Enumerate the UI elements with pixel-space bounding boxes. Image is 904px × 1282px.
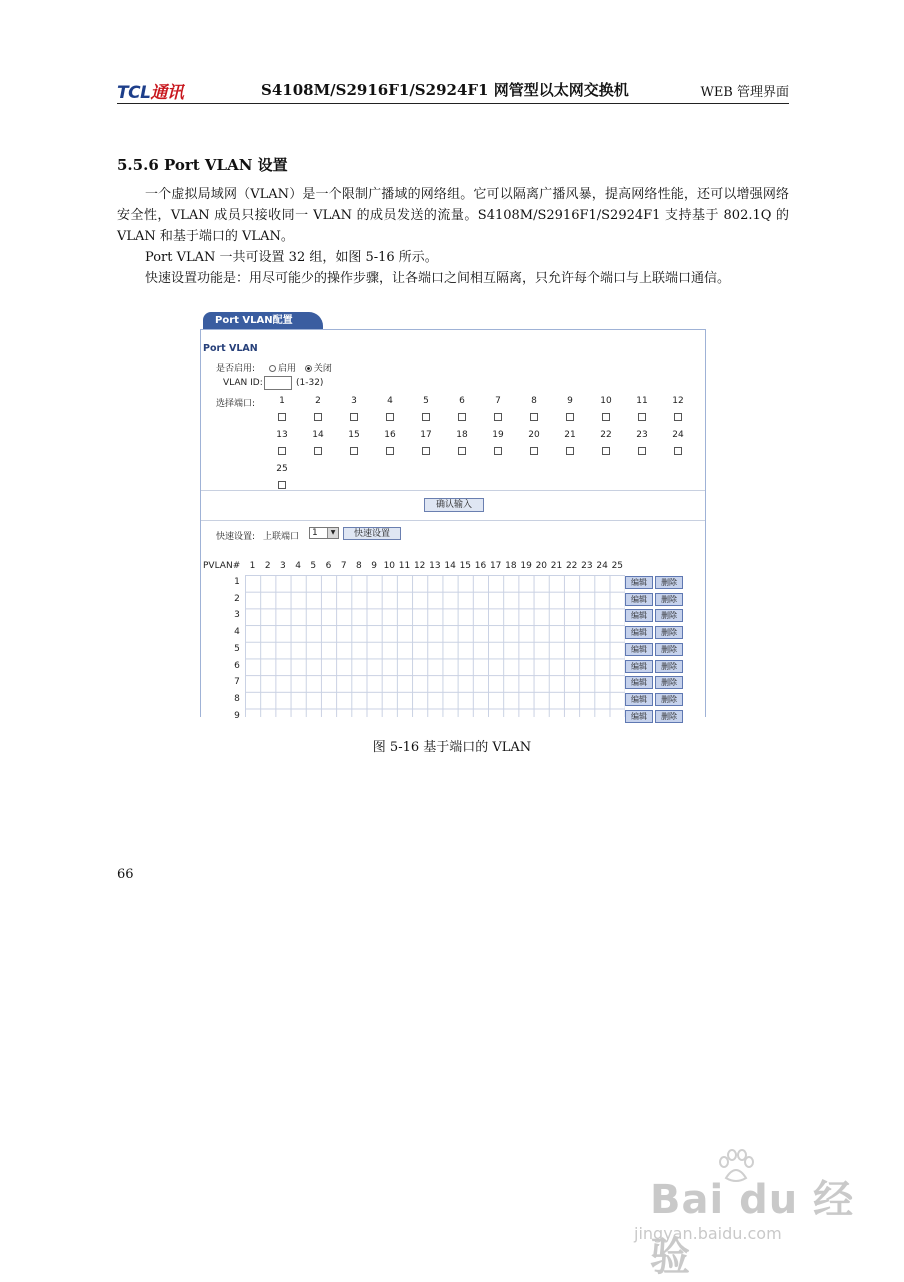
table-column-header: 14 bbox=[444, 561, 456, 571]
header-title: S4108M/S2916F1/S2924F1 网管型以太网交换机 bbox=[261, 81, 629, 99]
edit-button[interactable]: 编辑 bbox=[625, 643, 653, 656]
watermark-url: jingyan.baidu.com bbox=[634, 1224, 782, 1243]
port-number: 18 bbox=[456, 430, 468, 440]
table-row-number: 9 bbox=[234, 710, 240, 721]
table-column-header: 2 bbox=[264, 561, 271, 571]
port-checkbox[interactable] bbox=[386, 447, 394, 455]
port-checkbox[interactable] bbox=[602, 413, 610, 421]
port-checkbox[interactable] bbox=[314, 413, 322, 421]
port-number: 1 bbox=[279, 396, 285, 406]
table-column-header: 21 bbox=[550, 561, 563, 571]
table-column-header: 5 bbox=[310, 561, 317, 571]
edit-button[interactable]: 编辑 bbox=[625, 576, 653, 589]
table-column-header: 15 bbox=[459, 561, 472, 571]
port-number: 4 bbox=[387, 396, 393, 406]
table-column-header: 8 bbox=[356, 561, 362, 571]
port-number: 14 bbox=[312, 430, 324, 440]
port-checkbox[interactable] bbox=[458, 447, 466, 455]
port-checkbox[interactable] bbox=[386, 413, 394, 421]
port-number: 20 bbox=[528, 430, 540, 440]
tab-port-vlan-config[interactable]: Port VLAN配置 bbox=[203, 312, 323, 329]
port-number: 13 bbox=[276, 430, 288, 440]
port-checkbox[interactable] bbox=[458, 413, 466, 421]
port-checkbox[interactable] bbox=[350, 413, 358, 421]
vlan-membership-table bbox=[245, 575, 625, 717]
confirm-button[interactable]: 确认输入 bbox=[424, 498, 484, 512]
edit-button[interactable]: 编辑 bbox=[625, 609, 653, 622]
delete-button[interactable]: 删除 bbox=[655, 609, 683, 622]
port-number: 2 bbox=[315, 396, 321, 406]
page-header bbox=[117, 76, 789, 104]
port-number: 16 bbox=[384, 430, 396, 440]
port-checkbox[interactable] bbox=[566, 413, 574, 421]
edit-button[interactable]: 编辑 bbox=[625, 710, 653, 723]
tcl-logo: TCL通讯 bbox=[117, 83, 184, 103]
port-number: 17 bbox=[420, 430, 432, 440]
enable-label: 是否启用: bbox=[216, 364, 256, 374]
port-number: 3 bbox=[351, 396, 357, 406]
table-column-header: 7 bbox=[340, 561, 347, 571]
delete-button[interactable]: 删除 bbox=[655, 643, 683, 656]
quick-setting-button[interactable]: 快速设置 bbox=[343, 527, 401, 540]
quick-setting-label: 快速设置: bbox=[216, 532, 256, 542]
figure-caption: 图 5-16 基于端口的 VLAN bbox=[372, 740, 532, 755]
enable-radio-group bbox=[267, 361, 332, 374]
table-column-header: 11 bbox=[398, 561, 411, 571]
table-row-number: 5 bbox=[234, 643, 240, 654]
port-checkbox[interactable] bbox=[494, 447, 502, 455]
port-number: 6 bbox=[459, 396, 465, 406]
port-checkbox[interactable] bbox=[638, 413, 646, 421]
port-checkbox[interactable] bbox=[566, 447, 574, 455]
table-row-number: 2 bbox=[234, 593, 240, 604]
table-column-header: 4 bbox=[295, 561, 301, 571]
port-checkbox[interactable] bbox=[278, 481, 286, 489]
delete-button[interactable]: 删除 bbox=[655, 676, 683, 689]
edit-button[interactable]: 编辑 bbox=[625, 693, 653, 706]
table-column-header: 3 bbox=[280, 561, 286, 571]
divider bbox=[201, 520, 705, 521]
form-title: Port VLAN bbox=[203, 343, 258, 354]
port-checkbox[interactable] bbox=[638, 447, 646, 455]
paragraph-3: 快速设置功能是：用尽可能少的操作步骤，让各端口之间相互隔离，只允许每个端口与上联端口通信。 bbox=[145, 271, 731, 286]
port-number: 8 bbox=[531, 396, 537, 406]
table-header-pvlan: PVLAN# bbox=[203, 561, 241, 571]
enable-on-radio[interactable] bbox=[269, 365, 276, 372]
uplink-port-select[interactable]: 1 ▼ bbox=[309, 527, 339, 539]
port-checkbox[interactable] bbox=[494, 413, 502, 421]
delete-button[interactable]: 删除 bbox=[655, 660, 683, 673]
vlan-id-label: VLAN ID: bbox=[223, 378, 263, 388]
paragraph-1: 一个虚拟局域网（VLAN）是一个限制广播域的网络组。它可以隔离广播风暴，提高网络性能，还可以增强网络安全性，VLAN 成员只接收同一 VLAN 的成员发送的流量。S4108M/S2916F1/S2924F1 支持基于 802.1Q 的 VLAN 和基于端口的 VLAN。 bbox=[117, 187, 789, 244]
uplink-port-label: 上联端口 bbox=[263, 532, 300, 542]
select-ports-label: 选择端口: bbox=[216, 399, 256, 409]
config-frame bbox=[200, 329, 706, 721]
table-column-header: 13 bbox=[429, 561, 441, 571]
section-heading: 5.5.6 Port VLAN 设置 bbox=[117, 156, 288, 174]
port-number: 15 bbox=[348, 430, 360, 440]
port-number: 24 bbox=[672, 430, 684, 440]
port-number: 10 bbox=[600, 396, 612, 406]
port-number: 12 bbox=[672, 396, 684, 406]
table-column-header: 24 bbox=[596, 561, 608, 571]
page-number: 66 bbox=[117, 867, 134, 882]
port-number: 23 bbox=[636, 430, 648, 440]
enable-on-label: 启用 bbox=[278, 364, 297, 374]
enable-off-radio[interactable] bbox=[305, 365, 312, 372]
divider bbox=[201, 490, 705, 491]
table-column-header: 17 bbox=[489, 561, 502, 571]
delete-button[interactable]: 删除 bbox=[655, 626, 683, 639]
port-checkbox[interactable] bbox=[422, 413, 430, 421]
port-number: 21 bbox=[564, 430, 576, 440]
header-right: WEB 管理界面 bbox=[700, 85, 789, 100]
table-column-header: 22 bbox=[565, 561, 578, 571]
table-column-header: 12 bbox=[413, 561, 426, 571]
table-row-number: 8 bbox=[234, 693, 240, 704]
port-checkbox[interactable] bbox=[530, 413, 538, 421]
port-number: 11 bbox=[636, 396, 648, 406]
port-checkbox[interactable] bbox=[278, 447, 286, 455]
port-checkbox[interactable] bbox=[674, 413, 682, 421]
port-number: 19 bbox=[492, 430, 504, 440]
table-column-header: 25 bbox=[611, 561, 624, 571]
enable-off-label: 关闭 bbox=[313, 364, 332, 374]
port-number: 7 bbox=[495, 396, 501, 406]
table-column-header: 16 bbox=[474, 561, 487, 571]
port-number: 22 bbox=[600, 430, 612, 440]
table-column-header: 1 bbox=[249, 561, 256, 571]
port-checkbox[interactable] bbox=[602, 447, 610, 455]
table-row-number: 7 bbox=[234, 677, 240, 688]
vlan-id-hint: (1-32) bbox=[296, 378, 324, 388]
delete-button[interactable]: 删除 bbox=[655, 693, 683, 706]
table-row-number: 4 bbox=[234, 627, 240, 638]
table-column-header: 20 bbox=[535, 561, 548, 571]
port-checkbox[interactable] bbox=[674, 447, 682, 455]
port-number: 25 bbox=[276, 464, 288, 474]
port-vlan-screenshot bbox=[200, 312, 706, 721]
table-row-number: 1 bbox=[234, 577, 240, 587]
edit-button[interactable]: 编辑 bbox=[625, 660, 653, 673]
port-checkbox[interactable] bbox=[530, 447, 538, 455]
chevron-down-icon[interactable]: ▼ bbox=[327, 528, 338, 538]
port-checkbox[interactable] bbox=[422, 447, 430, 455]
table-column-header: 19 bbox=[520, 561, 532, 571]
table-column-header: 10 bbox=[383, 561, 396, 571]
table-column-header: 23 bbox=[581, 561, 593, 571]
watermark-brand: Bai du 经验 bbox=[650, 1177, 855, 1280]
table-column-header: 9 bbox=[371, 561, 377, 571]
edit-button[interactable]: 编辑 bbox=[625, 593, 653, 606]
delete-button[interactable]: 删除 bbox=[655, 576, 683, 589]
port-checkbox[interactable] bbox=[350, 447, 358, 455]
delete-button[interactable]: 删除 bbox=[655, 710, 683, 723]
vlan-id-input[interactable] bbox=[264, 376, 292, 390]
paragraph-2: Port VLAN 一共可设置 32 组，如图 5-16 所示。 bbox=[145, 250, 438, 265]
table-column-header: 18 bbox=[505, 561, 517, 571]
port-number: 5 bbox=[423, 396, 429, 406]
delete-button[interactable]: 删除 bbox=[655, 593, 683, 606]
port-checkbox[interactable] bbox=[278, 413, 286, 421]
port-number: 9 bbox=[567, 396, 573, 406]
table-row-number: 3 bbox=[234, 610, 240, 621]
baidu-watermark bbox=[630, 1150, 860, 1280]
table-row-number: 6 bbox=[234, 660, 240, 671]
table-column-header: 6 bbox=[325, 561, 332, 571]
edit-button[interactable]: 编辑 bbox=[625, 676, 653, 689]
port-checkbox[interactable] bbox=[314, 447, 322, 455]
edit-button[interactable]: 编辑 bbox=[625, 626, 653, 639]
